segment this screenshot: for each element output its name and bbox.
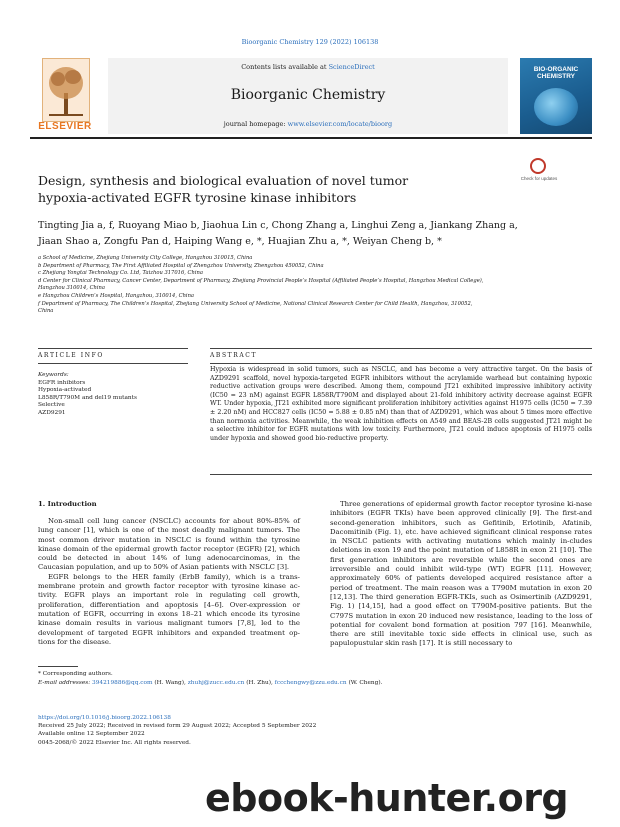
keyword: EGFR inhibitors	[38, 379, 86, 386]
contents-prefix: Contents lists available at	[241, 63, 327, 71]
email-link[interactable]: 394219886@qq.com	[92, 680, 153, 686]
cover-art	[534, 88, 578, 126]
publication-info	[38, 714, 438, 747]
header-rule	[30, 137, 592, 139]
title-line-2: hypoxia-activated EGFR tyrosine kinase inhibitors	[38, 190, 357, 205]
contents-line	[108, 63, 508, 71]
email-link[interactable]: fccchengwy@zzu.edu.cn	[274, 680, 347, 686]
abstract-rule	[210, 348, 592, 349]
authors-line-2: Jiaan Shao a, Zongfu Pan d, Haiping Wang e, *, Huajian Zhu a, *, Weiyan Cheng b, *	[38, 236, 442, 247]
keywords-label: Keywords:	[38, 372, 69, 378]
introduction-heading: 1. Introduction	[38, 500, 97, 508]
journal-citation-link[interactable]: Bioorganic Chemistry 129 (2022) 106138	[241, 38, 379, 46]
body-column-right	[330, 500, 592, 649]
check-updates-label: Check for updates	[520, 176, 558, 181]
affiliation: c Zhejiang Yongtai Technology Co. Ltd, Taizhou 317016, China	[38, 270, 203, 277]
affiliation: e Hangzhou Children’s Hospital, Hangzhou, 310014, China	[38, 292, 195, 299]
available-online: Available online 12 September 2022	[38, 731, 145, 738]
doi-link[interactable]: https://doi.org/10.1016/j.bioorg.2022.106138	[38, 715, 171, 721]
homepage-prefix: journal homepage:	[223, 120, 286, 128]
journal-cover-image	[520, 58, 592, 134]
authors-line-1: Tingting Jia a, f, Ruoyang Miao b, Jiaohua Lin c, Chong Zhang a, Linghui Zeng a, Jiankang Zhang a,	[38, 220, 518, 231]
affiliation: a School of Medicine, Zhejiang University City College, Hangzhou 310015, China	[38, 255, 253, 261]
affiliation: China	[38, 308, 54, 315]
affiliations	[38, 255, 558, 316]
check-updates-icon	[530, 158, 546, 174]
received-dates: Received 25 July 2022; Received in revised form 29 August 2022; Accepted 5 September 2022	[38, 723, 317, 730]
cover-title: BIO-ORGANIC CHEMISTRY	[533, 66, 579, 80]
author-list	[38, 218, 598, 250]
publisher-name: ELSEVIER	[38, 121, 92, 132]
article-info-label: ARTICLE INFO	[38, 352, 104, 359]
homepage-line	[108, 120, 508, 128]
homepage-link[interactable]: www.elsevier.com/locate/bioorg	[287, 120, 393, 128]
body-paragraph: EGFR belongs to the HER family (ErbB family), which is a trans-membrane protein and growth factor receptor with tyrosine kinase ac-tivity. EGFR plays an important role in regulating cell growth, proliferation, differentiation and apoptosis [4–6]. Over-expression or mutation of EGFR, occurring in exons 18–21 which encode its tyrosine kinase domain results in various malignant tumors [7,8], led to the development of targeted EGFR inhibitors and expanded treatment op-tions for the disease.	[38, 572, 300, 646]
article-info-rule-bottom	[38, 363, 188, 364]
email-owner: (H. Zhu),	[246, 680, 273, 686]
elsevier-logo	[30, 58, 100, 134]
journal-name: Bioorganic Chemistry	[230, 87, 386, 103]
keyword: L858R/T790M and del19 mutants	[38, 394, 137, 401]
copyright: 0045-2068/© 2022 Elsevier Inc. All rights reserved.	[38, 739, 191, 746]
keyword: Hypoxia-activated	[38, 387, 92, 394]
title-line-1: Design, synthesis and biological evaluation of novel tumor	[38, 173, 409, 188]
article-title	[38, 172, 508, 206]
email-label: E-mail addresses:	[38, 680, 91, 686]
watermark: ebook-hunter.org	[205, 776, 569, 820]
affiliation: Hangzhou 310014, China	[38, 285, 105, 292]
journal-header-box	[108, 58, 508, 134]
email-owner: (H. Wang),	[154, 680, 186, 686]
affiliation: f Department of Pharmacy, The Children’s Hospital, Zhejiang University School of Medicine, National Clinical Research Center for Child Health, Hangzhou, 310052,	[38, 300, 473, 307]
affiliation: d Center for Clinical Pharmacy, Cancer Center, Department of Pharmacy, Zhejiang Provincial People’s Hospital (Affiliated People’s Hospital, Hangzhou Medical College),	[38, 277, 484, 284]
abstract-end-rule	[210, 474, 592, 475]
body-column-left	[38, 517, 300, 647]
body-paragraph: Non-small cell lung cancer (NSCLC) accounts for about 80%-85% of lung cancer [1], which is one of the most deadly malignant tumors. The most common driver mutation in NSCLC is found within the tyrosine kinase domain of the epidermal growth factor receptor (EGFR) [2], which could be detected in about 14% of lung adenocarcinomas, in the Caucasian population, and up to 50% of Asian patients with NSCLC [3].	[38, 517, 300, 572]
keywords-block	[38, 372, 188, 418]
affiliation: b Department of Pharmacy, The First Affiliated Hospital of Zhengzhou University, Zhengzhou 450052, China	[38, 262, 324, 269]
check-for-updates-button[interactable]	[520, 158, 558, 188]
corresponding-authors: * Corresponding authors.	[38, 671, 113, 677]
email-line	[38, 679, 468, 688]
body-paragraph: Three generations of epidermal growth factor receptor tyrosine ki-nase inhibitors (EGFR TKIs) have been approved clinically [9]. The first-and second-generation inhibitors, such as Gefitinib, Erlotinib, Afatinib, Dacomitinib (Fig. 1), etc. have achieved significant clinical response rates in NSCLC patients with activating mutations which mainly in-cludes deletions in exon 19 and the point mutation of L858R in exon 21 [10]. The first generation inhibitors are reversible while the second ones are irreversible and could inhibit wild-type (WT) EGFR [11]. However, approximately 60% of patients developed acquired resistance after a period of treatment. The main reason was a T790M mutation in exon 20 [12,13]. The third generation EGFR-TKIs, such as Osimertinib (AZD9291, Fig. 1) [14,15], had a good effect on T790M-positive patients. But the C797S mutation in exon 20 induced new resistance, leading to the loss of potential for covalent bond formation at position 797 [16]. Meanwhile, there are still inevitable toxic side effects in clinical use, such as papulopustular skin rash [17]. It is still necessary to	[330, 500, 592, 648]
abstract-rule-bottom	[210, 363, 592, 364]
keyword: AZD9291	[38, 409, 66, 416]
abstract-label: ABSTRACT	[210, 352, 258, 359]
corresponding-footnote	[38, 670, 468, 688]
article-info-rule	[38, 348, 188, 349]
keyword: Selective	[38, 402, 65, 409]
email-owner: (W. Cheng).	[348, 680, 383, 686]
elsevier-tree-icon	[42, 58, 90, 122]
abstract-text: Hypoxia is widespread in solid tumors, such as NSCLC, and has become a very attractive target. On the basis of AZD9291 scaffold, novel hypoxia-targeted EGFR inhibitors without the acrylamide warhead but containing hypoxic reductive activation groups were described. Among them, compound JT21 exhibited impressive inhibitory activity (IC50 = 23 nM) against EGFR L858R/T790M and displayed about 21-fold inhibitory activity decrease against EGFR WT. Under hypoxia, JT21 exhibited more significant proliferation inhibitory activities against H1975 cells (IC50 = 7.39 ± 2.20 nM) and HCC827 cells (IC50 = 5.88 ± 0.85 nM) than that of AZD9291, which was about 5 times more effective than normoxia activities. Meanwhile, the weak inhibition effects on A549 and BEAS-2B cells suggested JT21 might be a selective inhibitor for EGFR mutations with low toxicity. Furthermore, JT21 could induce apoptosis of H1975 cells under hypoxia and showed good bio-reductive property.	[210, 366, 592, 442]
sciencedirect-link[interactable]: ScienceDirect	[328, 63, 375, 71]
footnote-rule	[38, 666, 78, 667]
email-link[interactable]: zhuhj@zucc.edu.cn	[187, 680, 245, 686]
